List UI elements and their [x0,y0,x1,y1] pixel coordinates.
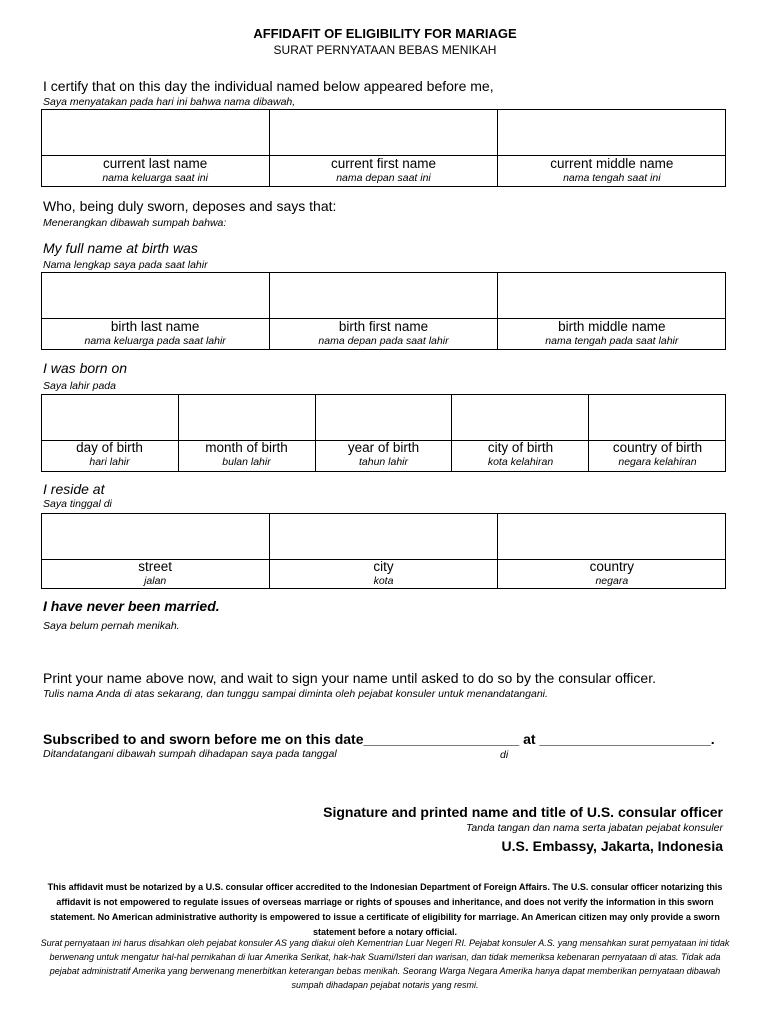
field-label: year of birth [347,440,420,455]
field-label-id: bulan lahir [222,456,271,468]
reside-labels [41,559,726,588]
country-field[interactable] [497,514,725,559]
legal-notice-id: Surat pernyataan ini harus disahkan oleh pejabat konsuler AS yang diakui oleh Kementrian Luar Negeri RI. Pejabat konsuler A.S. yang mensahkan surat pernyataan ini tidak berwenang untuk mengatur hal-hal pernikahan di luar Amerika Serikat, hak-hak Suami/Isteri dan warisan, dan tidak memeriksa kebenaran pernyataan di atas. Tidak ada pejabat administratif Amerika yang berwenang menerbitkan keterangan bebas menikah. Seorang Warga Negara Amerika hanya dapat memberikan pernyataan dibawah sumpah dihadapan pejabat notaris yang resmi. [40,938,730,990]
current-middle-name-field[interactable] [497,110,725,155]
field-label: month of birth [205,440,288,455]
born-heading: I was born on [43,360,128,376]
field-label-id: jalan [144,575,167,587]
field-label-id: nama keluarga pada saat lahir [84,335,226,347]
field-label-id: nama tengah pada saat lahir [545,335,679,347]
month-of-birth-field[interactable] [178,395,315,440]
country-of-birth-field[interactable] [588,395,725,440]
field-label: day of birth [76,440,143,455]
field-label: current middle name [550,156,674,171]
field-label-id: nama depan pada saat lahir [318,335,449,347]
born-labels [41,440,726,469]
birth-name-labels [41,319,726,348]
reside-boxes [41,513,726,560]
birth-middle-name-field[interactable] [497,273,725,318]
field-label: city [373,559,394,574]
field-label-id: negara [595,575,629,587]
field-label: birth middle name [558,319,666,334]
current-first-name-field[interactable] [269,110,497,155]
current-last-name-field[interactable] [42,110,269,155]
field-label-id: kota kelahiran [487,456,554,468]
subscribed-line-id: Ditandatangani dibawah sumpah dihadapan saya pada tanggal [43,748,337,760]
signature-label: Signature and printed name and title of U.S. consular officer [323,804,723,820]
subscribed-at-id: di [500,749,509,761]
print-instruction-id: Tulis nama Anda di atas sekarang, dan tunggu sampai diminta oleh pejabat konsuler untuk menandatangani. [43,688,548,700]
field-label-id: nama keluarga saat ini [102,172,208,184]
field-label-id: kota [373,575,394,587]
birth-name-heading: My full name at birth was [43,240,198,256]
never-married-statement: I have never been married. [43,598,220,614]
day-of-birth-field[interactable] [42,395,178,440]
field-label: current last name [103,156,208,171]
field-label: city of birth [487,440,554,455]
current-name-labels [41,156,726,185]
document-subtitle: SURAT PERNYATAAN BEBAS MENIKAH [273,43,497,57]
field-label: street [138,559,173,574]
embassy-name: U.S. Embassy, Jakarta, Indonesia [501,838,723,854]
current-name-boxes [41,109,726,156]
intro-text-id: Saya menyatakan pada hari ini bahwa nama dibawah, [43,96,296,108]
legal-notice: This affidavit must be notarized by a U.S. consular officer accredited to the Indonesian Department of Foreign Affairs. The U.S. consular officer notarizing this affidavit is not empowered to regulate issues of overseas marriage or rights of spouses and inheritance, and does not verify the information in this sworn statement. No American administrative authority is empowered to issue a certificate of eligibility for marriage. An American citizen may only provide a sworn statement before a notary official. [47,882,723,937]
field-label: birth first name [338,319,429,334]
sworn-text-id: Menerangkan dibawah sumpah bahwa: [43,217,227,229]
never-married-statement-id: Saya belum pernah menikah. [43,620,180,632]
field-label-id: nama depan saat ini [336,172,431,184]
birth-name-boxes [41,272,726,319]
field-label: country of birth [612,440,703,455]
intro-text: I certify that on this day the individual named below appeared before me, [43,78,494,94]
sworn-text: Who, being duly sworn, deposes and says that: [43,198,337,214]
born-boxes [41,394,726,441]
field-label: country [589,559,634,574]
city-of-birth-field[interactable] [451,395,588,440]
document-title: AFFIDAFIT OF ELIGIBILITY FOR MARIAGE [253,26,517,41]
field-label-id: hari lahir [89,456,130,468]
born-heading-id: Saya lahir pada [43,380,116,392]
birth-last-name-field[interactable] [42,273,269,318]
street-field[interactable] [42,514,269,559]
field-label: current first name [330,156,437,171]
signature-label-id: Tanda tangan dan nama serta jabatan pejabat konsuler [465,822,723,834]
reside-heading: I reside at [43,481,105,497]
reside-heading-id: Saya tinggal di [43,498,112,510]
subscribed-line[interactable]: Subscribed to and sworn before me on this date____________________ at ______________________. [43,731,715,747]
print-instruction: Print your name above now, and wait to sign your name until asked to do so by the consular officer. [43,670,656,686]
city-field[interactable] [269,514,497,559]
field-label: birth last name [110,319,200,334]
year-of-birth-field[interactable] [315,395,452,440]
field-label-id: nama tengah saat ini [563,172,661,184]
field-label-id: negara kelahiran [618,456,697,468]
field-label-id: tahun lahir [358,456,409,468]
birth-first-name-field[interactable] [269,273,497,318]
birth-name-heading-id: Nama lengkap saya pada saat lahir [43,259,208,271]
